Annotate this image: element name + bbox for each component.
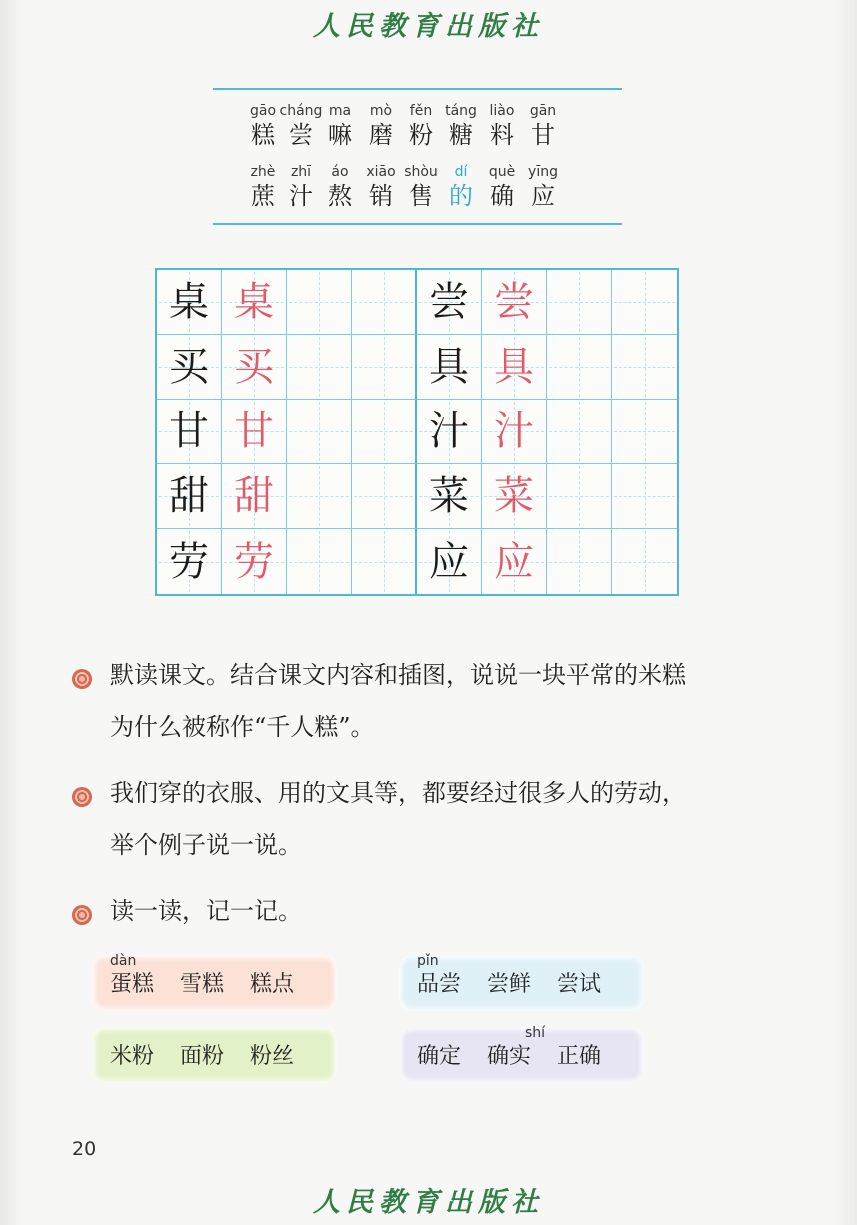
word: 粉丝 <box>250 1044 295 1069</box>
vocabulary-box <box>213 88 622 225</box>
grid-char: 买 <box>234 343 274 390</box>
vocab-item: gān 甘 <box>529 103 557 149</box>
grid-char: 桌 <box>169 278 209 325</box>
grid-char: 具 <box>494 343 534 390</box>
pinyin-note: dàn <box>110 953 137 969</box>
grid-cell-model-char <box>482 529 547 594</box>
grid-cell-empty <box>612 464 677 529</box>
page-number: 20 <box>72 1138 97 1160</box>
grid-char: 汁 <box>494 408 534 455</box>
grid-cell-char <box>157 529 222 594</box>
vocab-item-highlighted: dí 的 <box>449 164 473 210</box>
grid-cell-empty <box>612 400 677 465</box>
vocab-item: yīng 应 <box>528 164 558 210</box>
grid-cell-empty <box>287 400 352 465</box>
grid-cell-empty <box>287 335 352 400</box>
vocab-item: cháng 尝 <box>279 103 323 149</box>
grid-cell-empty <box>547 335 612 400</box>
word: 蛋糕 <box>110 972 155 997</box>
grid-char: 菜 <box>494 473 534 520</box>
grid-cell-empty <box>287 529 352 594</box>
vocab-item: gāo 糕 <box>249 103 277 149</box>
grid-cell-empty <box>352 529 417 594</box>
grid-char: 应 <box>429 538 469 585</box>
grid-char: 桌 <box>234 278 274 325</box>
exercise-3-line-1: 读一读，记一记。 <box>110 897 302 925</box>
grid-char: 甘 <box>169 408 209 455</box>
grid-cell-model-char <box>222 335 287 400</box>
exercise-2-line-1: 我们穿的衣服、用的文具等，都要经过很多人的劳动， <box>110 779 686 807</box>
publisher-logo-top: 人民教育出版社 <box>313 11 544 42</box>
word: 品尝 <box>417 972 462 997</box>
word-box-chang <box>399 955 644 1011</box>
vocab-item: zhī 汁 <box>289 164 313 210</box>
word-box-que <box>399 1027 644 1083</box>
grid-cell-empty <box>547 270 612 335</box>
grid-cell-empty <box>287 464 352 529</box>
word: 雪糕 <box>180 972 225 997</box>
grid-cell-model-char <box>222 529 287 594</box>
word-box-fen <box>92 1027 337 1083</box>
grid-cell-empty <box>612 335 677 400</box>
grid-cell-char <box>417 400 482 465</box>
word: 米粉 <box>110 1044 155 1069</box>
pinyin-note: pǐn <box>417 953 439 969</box>
word-box-gao <box>92 955 337 1011</box>
word: 糕点 <box>250 972 295 997</box>
vocab-item: liào 料 <box>489 103 515 149</box>
vocab-item: mò 磨 <box>369 103 393 149</box>
grid-char: 尝 <box>494 278 534 325</box>
grid-cell-empty <box>547 464 612 529</box>
word: 尝鲜 <box>487 972 532 997</box>
grid-char: 劳 <box>169 538 209 585</box>
publisher-logo-bottom: 人民教育出版社 <box>313 1187 544 1218</box>
grid-char: 甜 <box>169 473 209 520</box>
grid-cell-char <box>157 335 222 400</box>
vocab-item: shòu 售 <box>404 164 438 210</box>
grid-cell-char <box>417 529 482 594</box>
grid-cell-char <box>157 270 222 335</box>
grid-char: 劳 <box>234 538 274 585</box>
grid-cell-char <box>417 464 482 529</box>
grid-cell-empty <box>352 400 417 465</box>
grid-char: 菜 <box>429 473 469 520</box>
vocab-item: xiāo 销 <box>366 164 396 210</box>
grid-cell-empty <box>547 529 612 594</box>
grid-cell-char <box>417 335 482 400</box>
vocab-item: táng 糖 <box>445 103 477 149</box>
word: 确实 <box>487 1044 532 1069</box>
grid-cell-char <box>417 270 482 335</box>
grid-cell-model-char <box>482 400 547 465</box>
bullet-flower-icon <box>72 787 92 807</box>
grid-cell-empty <box>612 529 677 594</box>
grid-cell-empty <box>547 400 612 465</box>
writing-grid <box>155 268 679 596</box>
grid-char: 尝 <box>429 278 469 325</box>
grid-cell-model-char <box>222 400 287 465</box>
grid-cell-empty <box>352 464 417 529</box>
word: 尝试 <box>557 972 602 997</box>
grid-cell-model-char <box>482 270 547 335</box>
grid-char: 买 <box>169 343 209 390</box>
grid-cell-char <box>157 400 222 465</box>
grid-cell-empty <box>352 335 417 400</box>
grid-cell-model-char <box>222 464 287 529</box>
exercise-1-line-2: 为什么被称作“千人糕”。 <box>110 713 375 741</box>
grid-cell-empty <box>287 270 352 335</box>
bullet-flower-icon <box>72 669 92 689</box>
vocab-item: fěn 粉 <box>409 103 433 149</box>
grid-cell-model-char <box>482 335 547 400</box>
grid-char: 汁 <box>429 408 469 455</box>
grid-char: 应 <box>494 538 534 585</box>
grid-char: 甘 <box>234 408 274 455</box>
word: 面粉 <box>180 1044 225 1069</box>
word: 正确 <box>557 1044 602 1069</box>
grid-cell-model-char <box>482 464 547 529</box>
vocab-item: què 确 <box>488 164 516 210</box>
exercise-2-line-2: 举个例子说一说。 <box>110 831 302 859</box>
grid-cell-empty <box>352 270 417 335</box>
exercise-1-line-1: 默读课文。结合课文内容和插图，说说一块平常的米糕 <box>110 661 686 689</box>
vocab-item: áo 熬 <box>328 164 352 210</box>
word: 确定 <box>417 1044 462 1069</box>
grid-cell-char <box>157 464 222 529</box>
grid-char: 具 <box>429 343 469 390</box>
pinyin-note: shí <box>525 1025 546 1041</box>
grid-cell-empty <box>612 270 677 335</box>
grid-cell-model-char <box>222 270 287 335</box>
bullet-flower-icon <box>72 905 92 925</box>
vocab-item: ma 嘛 <box>328 103 352 149</box>
grid-char: 甜 <box>234 473 274 520</box>
vocab-item: zhè 蔗 <box>250 164 276 210</box>
